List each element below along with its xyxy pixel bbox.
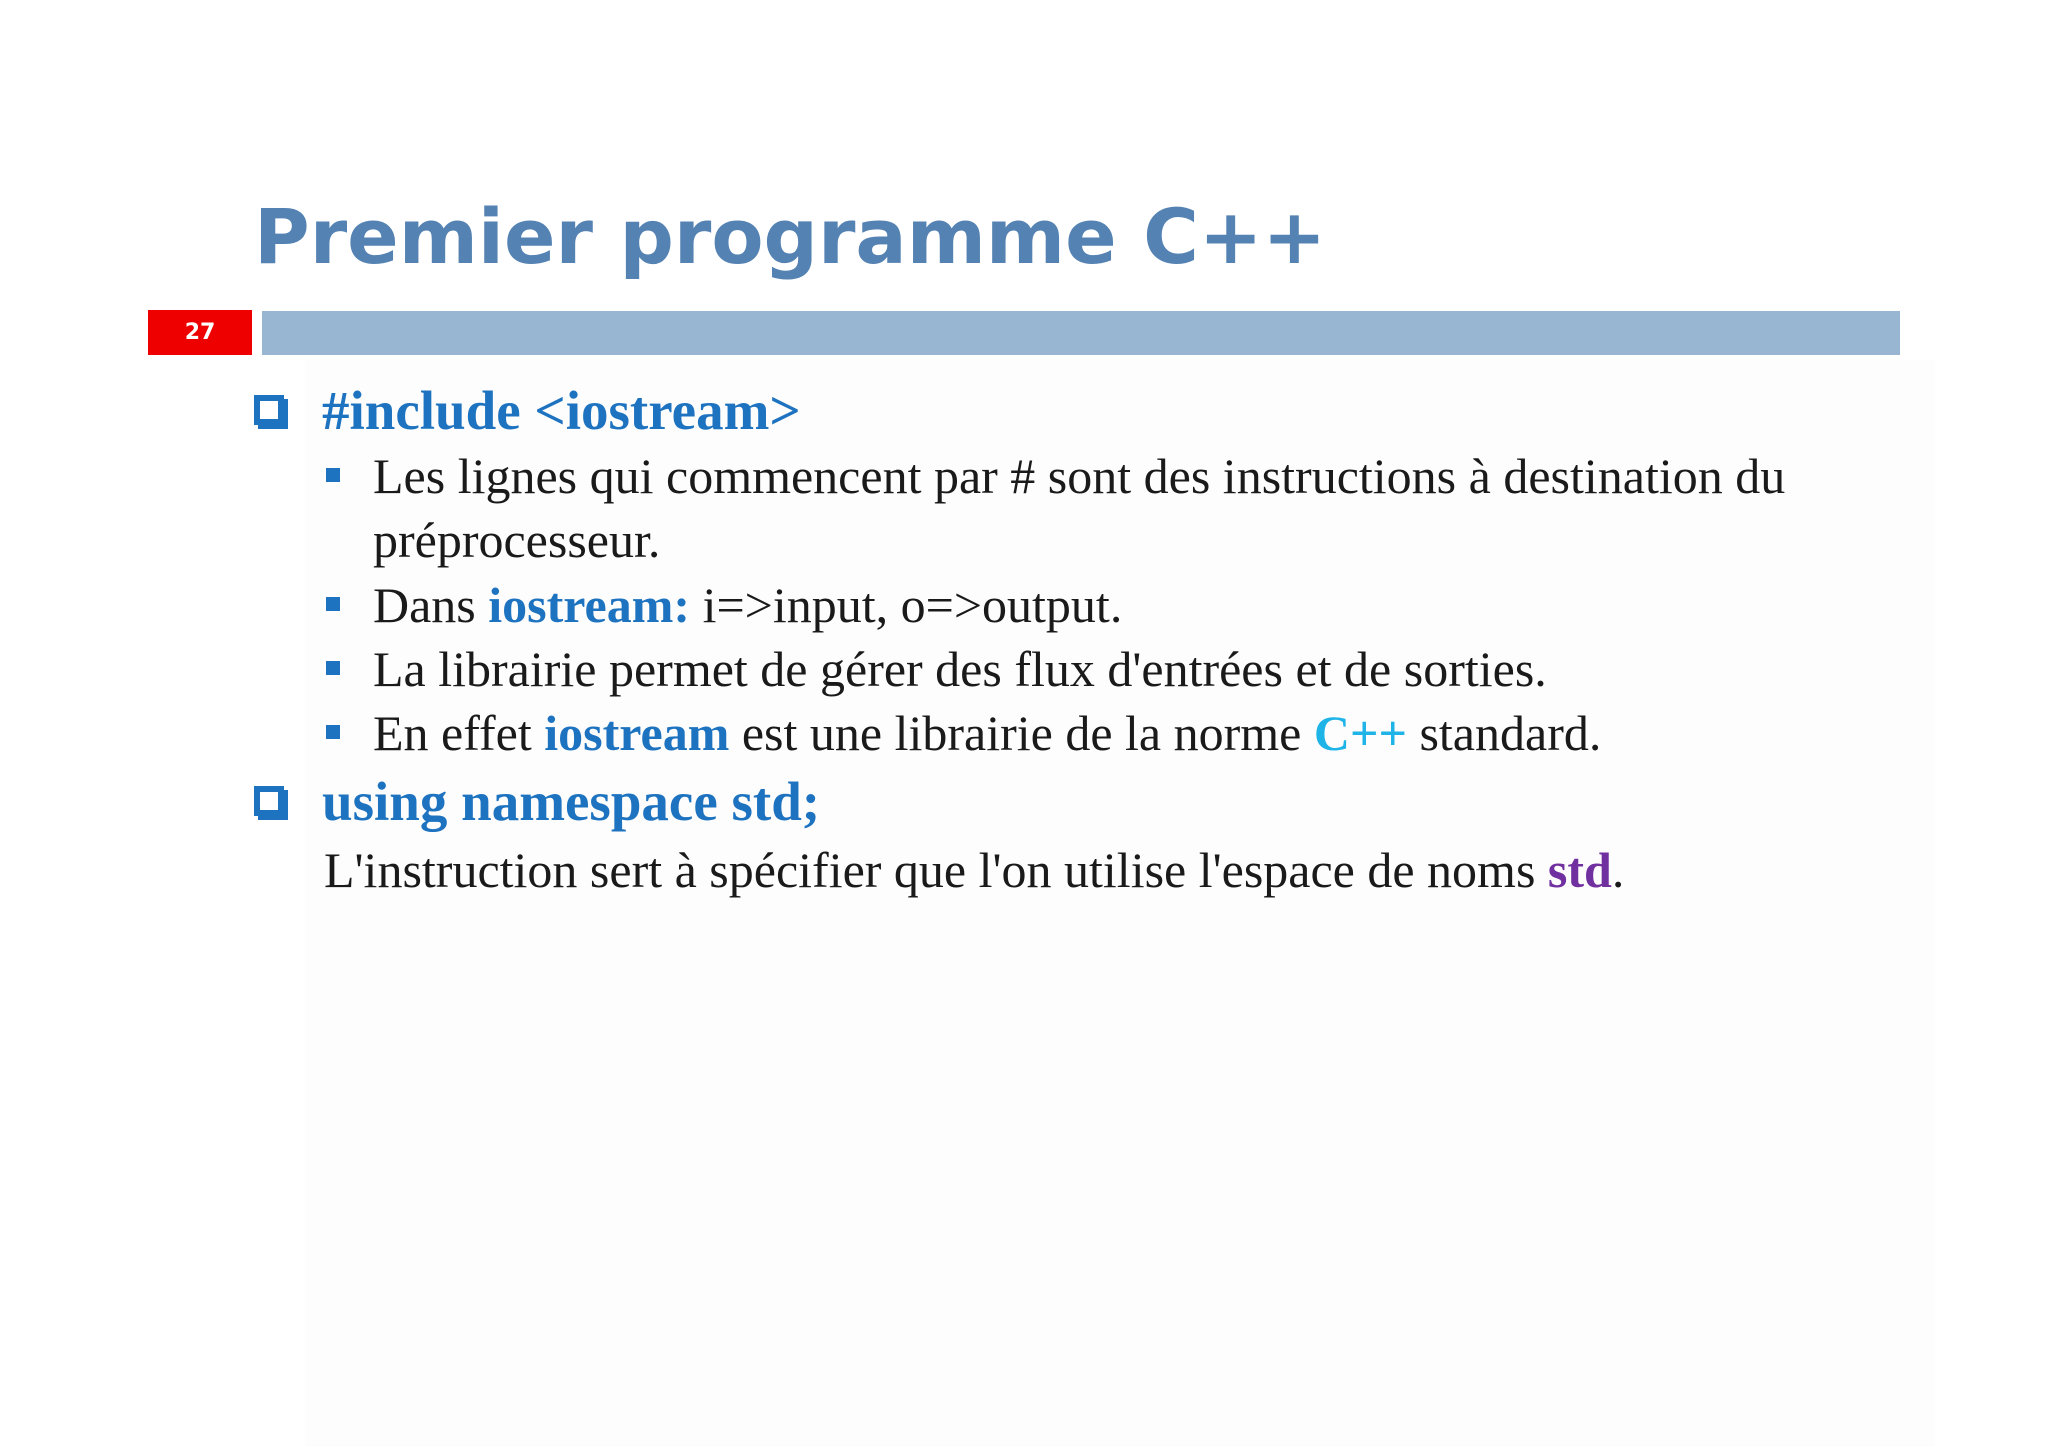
bullet-prefix: Dans <box>373 577 489 633</box>
square-bullet-icon <box>326 661 340 675</box>
checkbox-bullet-icon <box>254 395 284 425</box>
namespace-description <box>324 838 1624 902</box>
bullet-text: La librairie permet de gérer des flux d'entrées et de sorties. <box>373 641 1547 697</box>
bullet-item <box>326 444 1926 572</box>
square-bullet-icon <box>326 597 340 611</box>
bullet-middle: est une librairie de la norme <box>729 705 1314 761</box>
bullet-text <box>373 701 1926 765</box>
checkbox-bullet-icon <box>254 786 284 816</box>
square-bullet-icon <box>326 725 340 739</box>
keyword-iostream: iostream: <box>488 577 691 633</box>
section-heading-namespace <box>254 766 820 836</box>
paragraph-suffix: . <box>1611 842 1625 898</box>
bullet-item <box>326 701 1926 765</box>
section-heading-text: using namespace std; <box>322 770 821 832</box>
keyword-std: std <box>1547 842 1612 898</box>
square-bullet-icon <box>326 468 340 482</box>
title-underline-bar <box>262 311 1900 355</box>
section-heading-text: #include <iostream> <box>322 379 801 441</box>
bullet-item <box>326 573 1926 637</box>
bullet-prefix: En effet <box>373 705 545 761</box>
bullet-suffix: standard. <box>1406 705 1602 761</box>
bullet-text: Les lignes qui commencent par # sont des instructions à destination du préprocesseur. <box>373 448 1786 568</box>
page-number-badge: 27 <box>148 310 252 355</box>
paragraph-prefix: L'instruction sert à spécifier que l'on utilise l'espace de noms <box>324 842 1548 898</box>
section-heading-include <box>254 375 801 445</box>
bullet-item <box>326 637 1926 701</box>
keyword-iostream: iostream <box>544 705 730 761</box>
slide-title: Premier programme C++ <box>254 192 1327 281</box>
keyword-cpp: C++ <box>1313 705 1407 761</box>
bullet-suffix: i=>input, o=>output. <box>690 577 1123 633</box>
bullet-text <box>373 573 1926 637</box>
